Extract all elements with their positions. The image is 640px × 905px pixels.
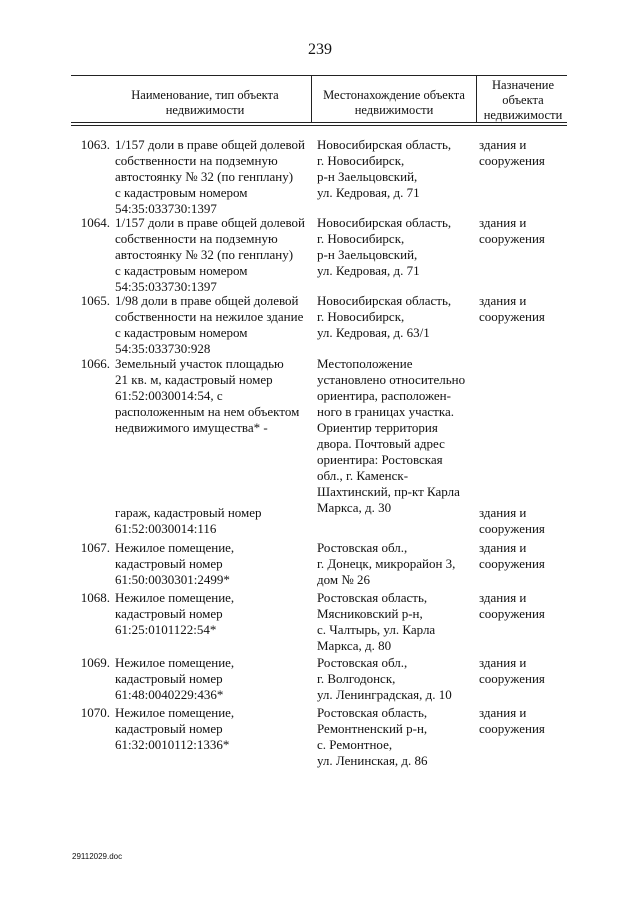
object-name: 1/98 доли в праве общей долевой собственности на нежилое здание с кадастровым номером 54:35:033730:928 [115, 293, 304, 356]
row-number: 1070. [80, 705, 110, 720]
object-name: Нежилое помещение, кадастровый номер 61:32:0010112:1336* [115, 705, 235, 752]
object-name: Земельный участок площадью 21 кв. м, кадастровый номер 61:52:0030014:54, с расположенным на нем объектом недвижимого имущества* - [115, 356, 300, 435]
object-purpose: здания и сооружения [479, 590, 545, 621]
object-name: Нежилое помещение, кадастровый номер 61:48:0040229:436* [115, 655, 235, 702]
object-name: Нежилое помещение, кадастровый номер 61:25:0101122:54* [115, 590, 235, 637]
table-top-border [71, 75, 567, 76]
row-number: 1063. [80, 137, 110, 152]
object-name: 1/157 доли в праве общей долевой собственности на подземную автостоянку № 32 (по генплану) с кадастровым номером 54:35:033730:1397 [115, 215, 306, 294]
object-name: 1/157 доли в праве общей долевой собственности на подземную автостоянку № 32 (по генплану) с кадастровым номером 54:35:033730:1397 [115, 137, 306, 216]
page-number: 239 [308, 41, 332, 58]
object-location: Новосибирская область, г. Новосибирск, ул. Кедровая, д. 63/1 [317, 293, 452, 340]
object-name: гараж, кадастровый номер 61:52:0030014:116 [115, 505, 262, 536]
object-location: Местоположение установлено относительно ориентира, расположен- ного в границах участка. Ориентир территория двора. Почтовый адрес ориентира: Ростовская обл., г. Каменск- Шахтинский, пр-кт Карла Маркса, д. 30 [317, 356, 466, 515]
object-purpose: здания и сооружения [479, 540, 545, 571]
object-purpose: здания и сооружения [479, 505, 545, 536]
column-header-name: Наименование, тип объекта недвижимости [131, 88, 279, 117]
object-purpose: здания и сооружения [479, 215, 545, 246]
object-location: Ростовская обл., г. Волгодонск, ул. Ленинградская, д. 10 [317, 655, 452, 702]
row-number: 1069. [80, 655, 110, 670]
row-number: 1067. [80, 540, 110, 555]
footer-filename: 29112029.doc [72, 852, 123, 861]
header-divider-2 [476, 75, 477, 122]
object-location: Ростовская область, Ремонтненский р-н, с. Ремонтное, ул. Ленинская, д. 86 [317, 705, 428, 768]
object-location: Новосибирская область, г. Новосибирск, р-н Заельцовский, ул. Кедровая, д. 71 [317, 215, 452, 278]
row-number: 1064. [80, 215, 110, 230]
object-name: Нежилое помещение, кадастровый номер 61:50:0030301:2499* [115, 540, 235, 587]
header-bottom-border-double [71, 125, 567, 126]
object-location: Ростовская обл., г. Донецк, микрорайон 3, дом № 26 [317, 540, 456, 587]
column-header-purpose: Назначение объекта недвижимости [483, 78, 563, 122]
object-purpose: здания и сооружения [479, 293, 545, 324]
object-purpose: здания и сооружения [479, 137, 545, 168]
object-purpose: здания и сооружения [479, 705, 545, 736]
column-header-location: Местонахождение объекта недвижимости [323, 88, 465, 117]
row-number: 1066. [80, 356, 110, 371]
row-number: 1068. [80, 590, 110, 605]
object-location: Новосибирская область, г. Новосибирск, р-н Заельцовский, ул. Кедровая, д. 71 [317, 137, 452, 200]
row-number: 1065. [80, 293, 110, 308]
object-purpose: здания и сооружения [479, 655, 545, 686]
object-location: Ростовская область, Мясниковский р-н, с. Чалтырь, ул. Карла Маркса, д. 80 [317, 590, 436, 653]
header-divider-1 [311, 75, 312, 122]
